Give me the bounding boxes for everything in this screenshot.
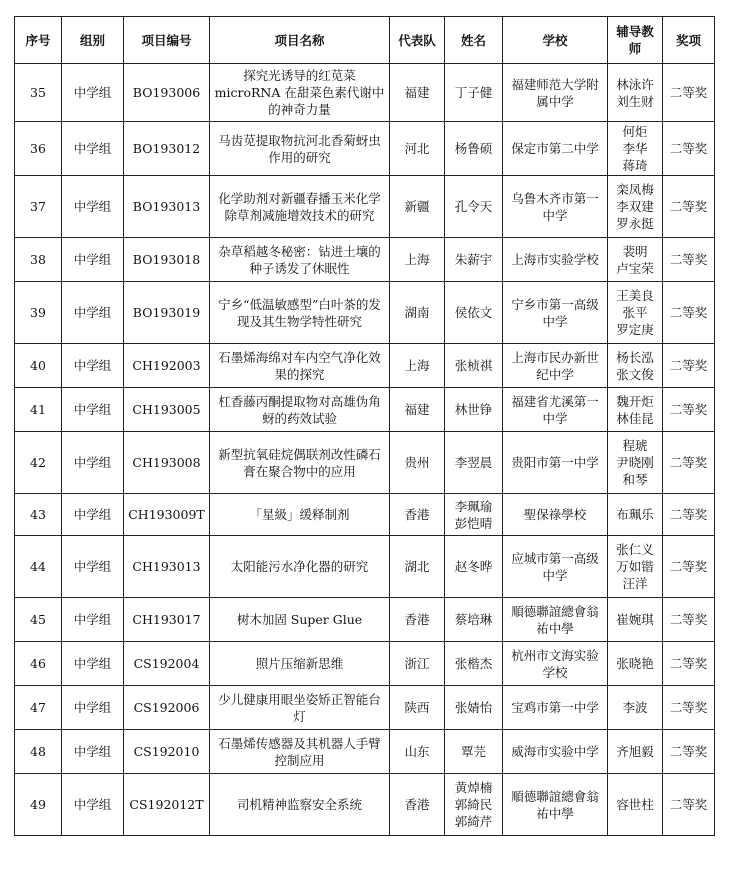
cell-group: 中学组 — [62, 122, 124, 176]
header-code: 项目编号 — [124, 17, 210, 64]
cell-tutor: 齐旭毅 — [608, 730, 663, 774]
cell-tutor: 王美良 张平 罗定庚 — [608, 282, 663, 344]
cell-tutor: 布珮乐 — [608, 494, 663, 536]
cell-award: 二等奖 — [663, 344, 715, 388]
cell-person: 张婧怡 — [445, 686, 503, 730]
cell-group: 中学组 — [62, 388, 124, 432]
table-row — [15, 642, 715, 686]
cell-group: 中学组 — [62, 494, 124, 536]
cell-school: 保定市第二中学 — [503, 122, 608, 176]
cell-team: 香港 — [390, 494, 445, 536]
cell-name: 杂草稻越冬秘密：钻进土壤的种子诱发了休眠性 — [210, 238, 390, 282]
cell-tutor: 张晓艳 — [608, 642, 663, 686]
cell-school: 上海市民办新世纪中学 — [503, 344, 608, 388]
cell-person: 杨鲁硕 — [445, 122, 503, 176]
cell-team: 福建 — [390, 388, 445, 432]
cell-school: 宁乡市第一高级中学 — [503, 282, 608, 344]
cell-group: 中学组 — [62, 64, 124, 122]
table-row — [15, 388, 715, 432]
cell-code: CS192006 — [124, 686, 210, 730]
cell-school: 宝鸡市第一中学 — [503, 686, 608, 730]
cell-award: 二等奖 — [663, 238, 715, 282]
table-row — [15, 494, 715, 536]
cell-team: 新疆 — [390, 176, 445, 238]
cell-team: 山东 — [390, 730, 445, 774]
cell-seq: 43 — [15, 494, 62, 536]
cell-group: 中学组 — [62, 730, 124, 774]
cell-person: 张楷杰 — [445, 642, 503, 686]
table-row — [15, 598, 715, 642]
cell-person: 丁子健 — [445, 64, 503, 122]
cell-group: 中学组 — [62, 598, 124, 642]
table-row — [15, 122, 715, 176]
cell-tutor: 李波 — [608, 686, 663, 730]
header-seq: 序号 — [15, 17, 62, 64]
cell-award: 二等奖 — [663, 730, 715, 774]
cell-code: BO193006 — [124, 64, 210, 122]
cell-group: 中学组 — [62, 432, 124, 494]
cell-seq: 41 — [15, 388, 62, 432]
cell-group: 中学组 — [62, 176, 124, 238]
cell-school: 乌鲁木齐市第一中学 — [503, 176, 608, 238]
cell-award: 二等奖 — [663, 494, 715, 536]
cell-person: 赵冬晔 — [445, 536, 503, 598]
cell-name: 石墨烯海绵对车内空气净化效果的探究 — [210, 344, 390, 388]
cell-seq: 37 — [15, 176, 62, 238]
cell-name: 新型抗氧硅烷偶联剂改性磷石膏在聚合物中的应用 — [210, 432, 390, 494]
cell-school: 贵阳市第一中学 — [503, 432, 608, 494]
cell-code: CS192012T — [124, 774, 210, 836]
cell-name: 石墨烯传感器及其机器人手臂控制应用 — [210, 730, 390, 774]
cell-person: 林世铮 — [445, 388, 503, 432]
cell-code: BO193012 — [124, 122, 210, 176]
cell-seq: 38 — [15, 238, 62, 282]
cell-person: 张桢祺 — [445, 344, 503, 388]
cell-name: 太阳能污水净化器的研究 — [210, 536, 390, 598]
table-row — [15, 64, 715, 122]
cell-person: 蔡培琳 — [445, 598, 503, 642]
cell-school: 杭州市文海实验学校 — [503, 642, 608, 686]
cell-code: CH193009T — [124, 494, 210, 536]
header-tutor: 辅导教师 — [608, 17, 663, 64]
cell-code: CH193008 — [124, 432, 210, 494]
cell-seq: 44 — [15, 536, 62, 598]
cell-name: 化学助剂对新疆春播玉米化学除草剂减施增效技术的研究 — [210, 176, 390, 238]
cell-group: 中学组 — [62, 536, 124, 598]
cell-school: 順德聯誼總會翁祐中學 — [503, 774, 608, 836]
cell-code: CH193017 — [124, 598, 210, 642]
cell-group: 中学组 — [62, 774, 124, 836]
table-row — [15, 774, 715, 836]
cell-award: 二等奖 — [663, 282, 715, 344]
cell-school: 上海市实验学校 — [503, 238, 608, 282]
cell-tutor: 容世柱 — [608, 774, 663, 836]
cell-team: 香港 — [390, 598, 445, 642]
cell-team: 贵州 — [390, 432, 445, 494]
cell-tutor: 程琥 尹晓刚 和琴 — [608, 432, 663, 494]
cell-school: 应城市第一高级中学 — [503, 536, 608, 598]
cell-tutor: 何炬 李华 蒋琦 — [608, 122, 663, 176]
cell-tutor: 魏开炬 林佳昆 — [608, 388, 663, 432]
cell-tutor: 张仁义 万如锴 汪洋 — [608, 536, 663, 598]
cell-award: 二等奖 — [663, 536, 715, 598]
cell-award: 二等奖 — [663, 774, 715, 836]
cell-award: 二等奖 — [663, 122, 715, 176]
cell-group: 中学组 — [62, 282, 124, 344]
cell-team: 湖北 — [390, 536, 445, 598]
cell-team: 河北 — [390, 122, 445, 176]
cell-name: 探究光诱导的红苋菜microRNA 在甜菜色素代谢中的神奇力量 — [210, 64, 390, 122]
cell-school: 威海市实验中学 — [503, 730, 608, 774]
table-row — [15, 686, 715, 730]
table-row — [15, 536, 715, 598]
cell-code: CS192004 — [124, 642, 210, 686]
header-name: 项目名称 — [210, 17, 390, 64]
cell-school: 福建师范大学附属中学 — [503, 64, 608, 122]
cell-name: 司机精神监察安全系统 — [210, 774, 390, 836]
cell-seq: 40 — [15, 344, 62, 388]
cell-award: 二等奖 — [663, 176, 715, 238]
cell-team: 浙江 — [390, 642, 445, 686]
header-group: 组别 — [62, 17, 124, 64]
cell-team: 湖南 — [390, 282, 445, 344]
cell-name: 少儿健康用眼坐姿矫正智能台灯 — [210, 686, 390, 730]
cell-code: CH193013 — [124, 536, 210, 598]
table-body — [15, 64, 715, 836]
award-table — [14, 16, 715, 836]
table-row — [15, 282, 715, 344]
cell-group: 中学组 — [62, 344, 124, 388]
table-row — [15, 344, 715, 388]
cell-award: 二等奖 — [663, 598, 715, 642]
cell-seq: 42 — [15, 432, 62, 494]
header-person: 姓名 — [445, 17, 503, 64]
cell-seq: 47 — [15, 686, 62, 730]
cell-seq: 39 — [15, 282, 62, 344]
header-award: 奖项 — [663, 17, 715, 64]
cell-school: 福建省尤溪第一中学 — [503, 388, 608, 432]
cell-seq: 49 — [15, 774, 62, 836]
cell-team: 福建 — [390, 64, 445, 122]
cell-group: 中学组 — [62, 642, 124, 686]
cell-group: 中学组 — [62, 686, 124, 730]
cell-code: CH192003 — [124, 344, 210, 388]
cell-award: 二等奖 — [663, 642, 715, 686]
cell-person: 朱薪宇 — [445, 238, 503, 282]
cell-name: 马齿苋提取物抗河北香菊蚜虫作用的研究 — [210, 122, 390, 176]
cell-name: 宁乡“低温敏感型”白叶茶的发现及其生物学特性研究 — [210, 282, 390, 344]
cell-person: 李翌晨 — [445, 432, 503, 494]
cell-award: 二等奖 — [663, 388, 715, 432]
cell-name: 树木加固 Super Glue — [210, 598, 390, 642]
header-row — [15, 17, 715, 64]
cell-seq: 36 — [15, 122, 62, 176]
header-school: 学校 — [503, 17, 608, 64]
cell-code: BO193018 — [124, 238, 210, 282]
cell-name: 照片压缩新思维 — [210, 642, 390, 686]
cell-seq: 45 — [15, 598, 62, 642]
cell-award: 二等奖 — [663, 64, 715, 122]
cell-person: 黄焯楠 郭綺民 郭綺芹 — [445, 774, 503, 836]
table-row — [15, 730, 715, 774]
cell-team: 香港 — [390, 774, 445, 836]
cell-school: 順德聯誼總會翁祐中學 — [503, 598, 608, 642]
cell-code: BO193013 — [124, 176, 210, 238]
cell-code: CS192010 — [124, 730, 210, 774]
cell-team: 上海 — [390, 238, 445, 282]
cell-tutor: 栾凤梅 李双建 罗永挺 — [608, 176, 663, 238]
header-team: 代表队 — [390, 17, 445, 64]
cell-tutor: 杨长泓 张文俊 — [608, 344, 663, 388]
cell-team: 上海 — [390, 344, 445, 388]
cell-name: 杠香藤丙酮提取物对高雄伪角蚜的药效试验 — [210, 388, 390, 432]
cell-award: 二等奖 — [663, 686, 715, 730]
cell-team: 陕西 — [390, 686, 445, 730]
cell-person: 覃芫 — [445, 730, 503, 774]
cell-person: 李珮瑜 彭恺晴 — [445, 494, 503, 536]
table-row — [15, 432, 715, 494]
cell-award: 二等奖 — [663, 432, 715, 494]
cell-tutor: 裴明 卢宝荣 — [608, 238, 663, 282]
cell-tutor: 林泳许 刘生财 — [608, 64, 663, 122]
cell-code: CH193005 — [124, 388, 210, 432]
cell-school: 聖保祿學校 — [503, 494, 608, 536]
cell-seq: 48 — [15, 730, 62, 774]
cell-person: 孔令天 — [445, 176, 503, 238]
table-row — [15, 176, 715, 238]
cell-group: 中学组 — [62, 238, 124, 282]
cell-tutor: 崔婉琪 — [608, 598, 663, 642]
cell-person: 侯依文 — [445, 282, 503, 344]
cell-code: BO193019 — [124, 282, 210, 344]
table-row — [15, 238, 715, 282]
cell-seq: 46 — [15, 642, 62, 686]
cell-name: 「星級」缓释制剂 — [210, 494, 390, 536]
cell-seq: 35 — [15, 64, 62, 122]
